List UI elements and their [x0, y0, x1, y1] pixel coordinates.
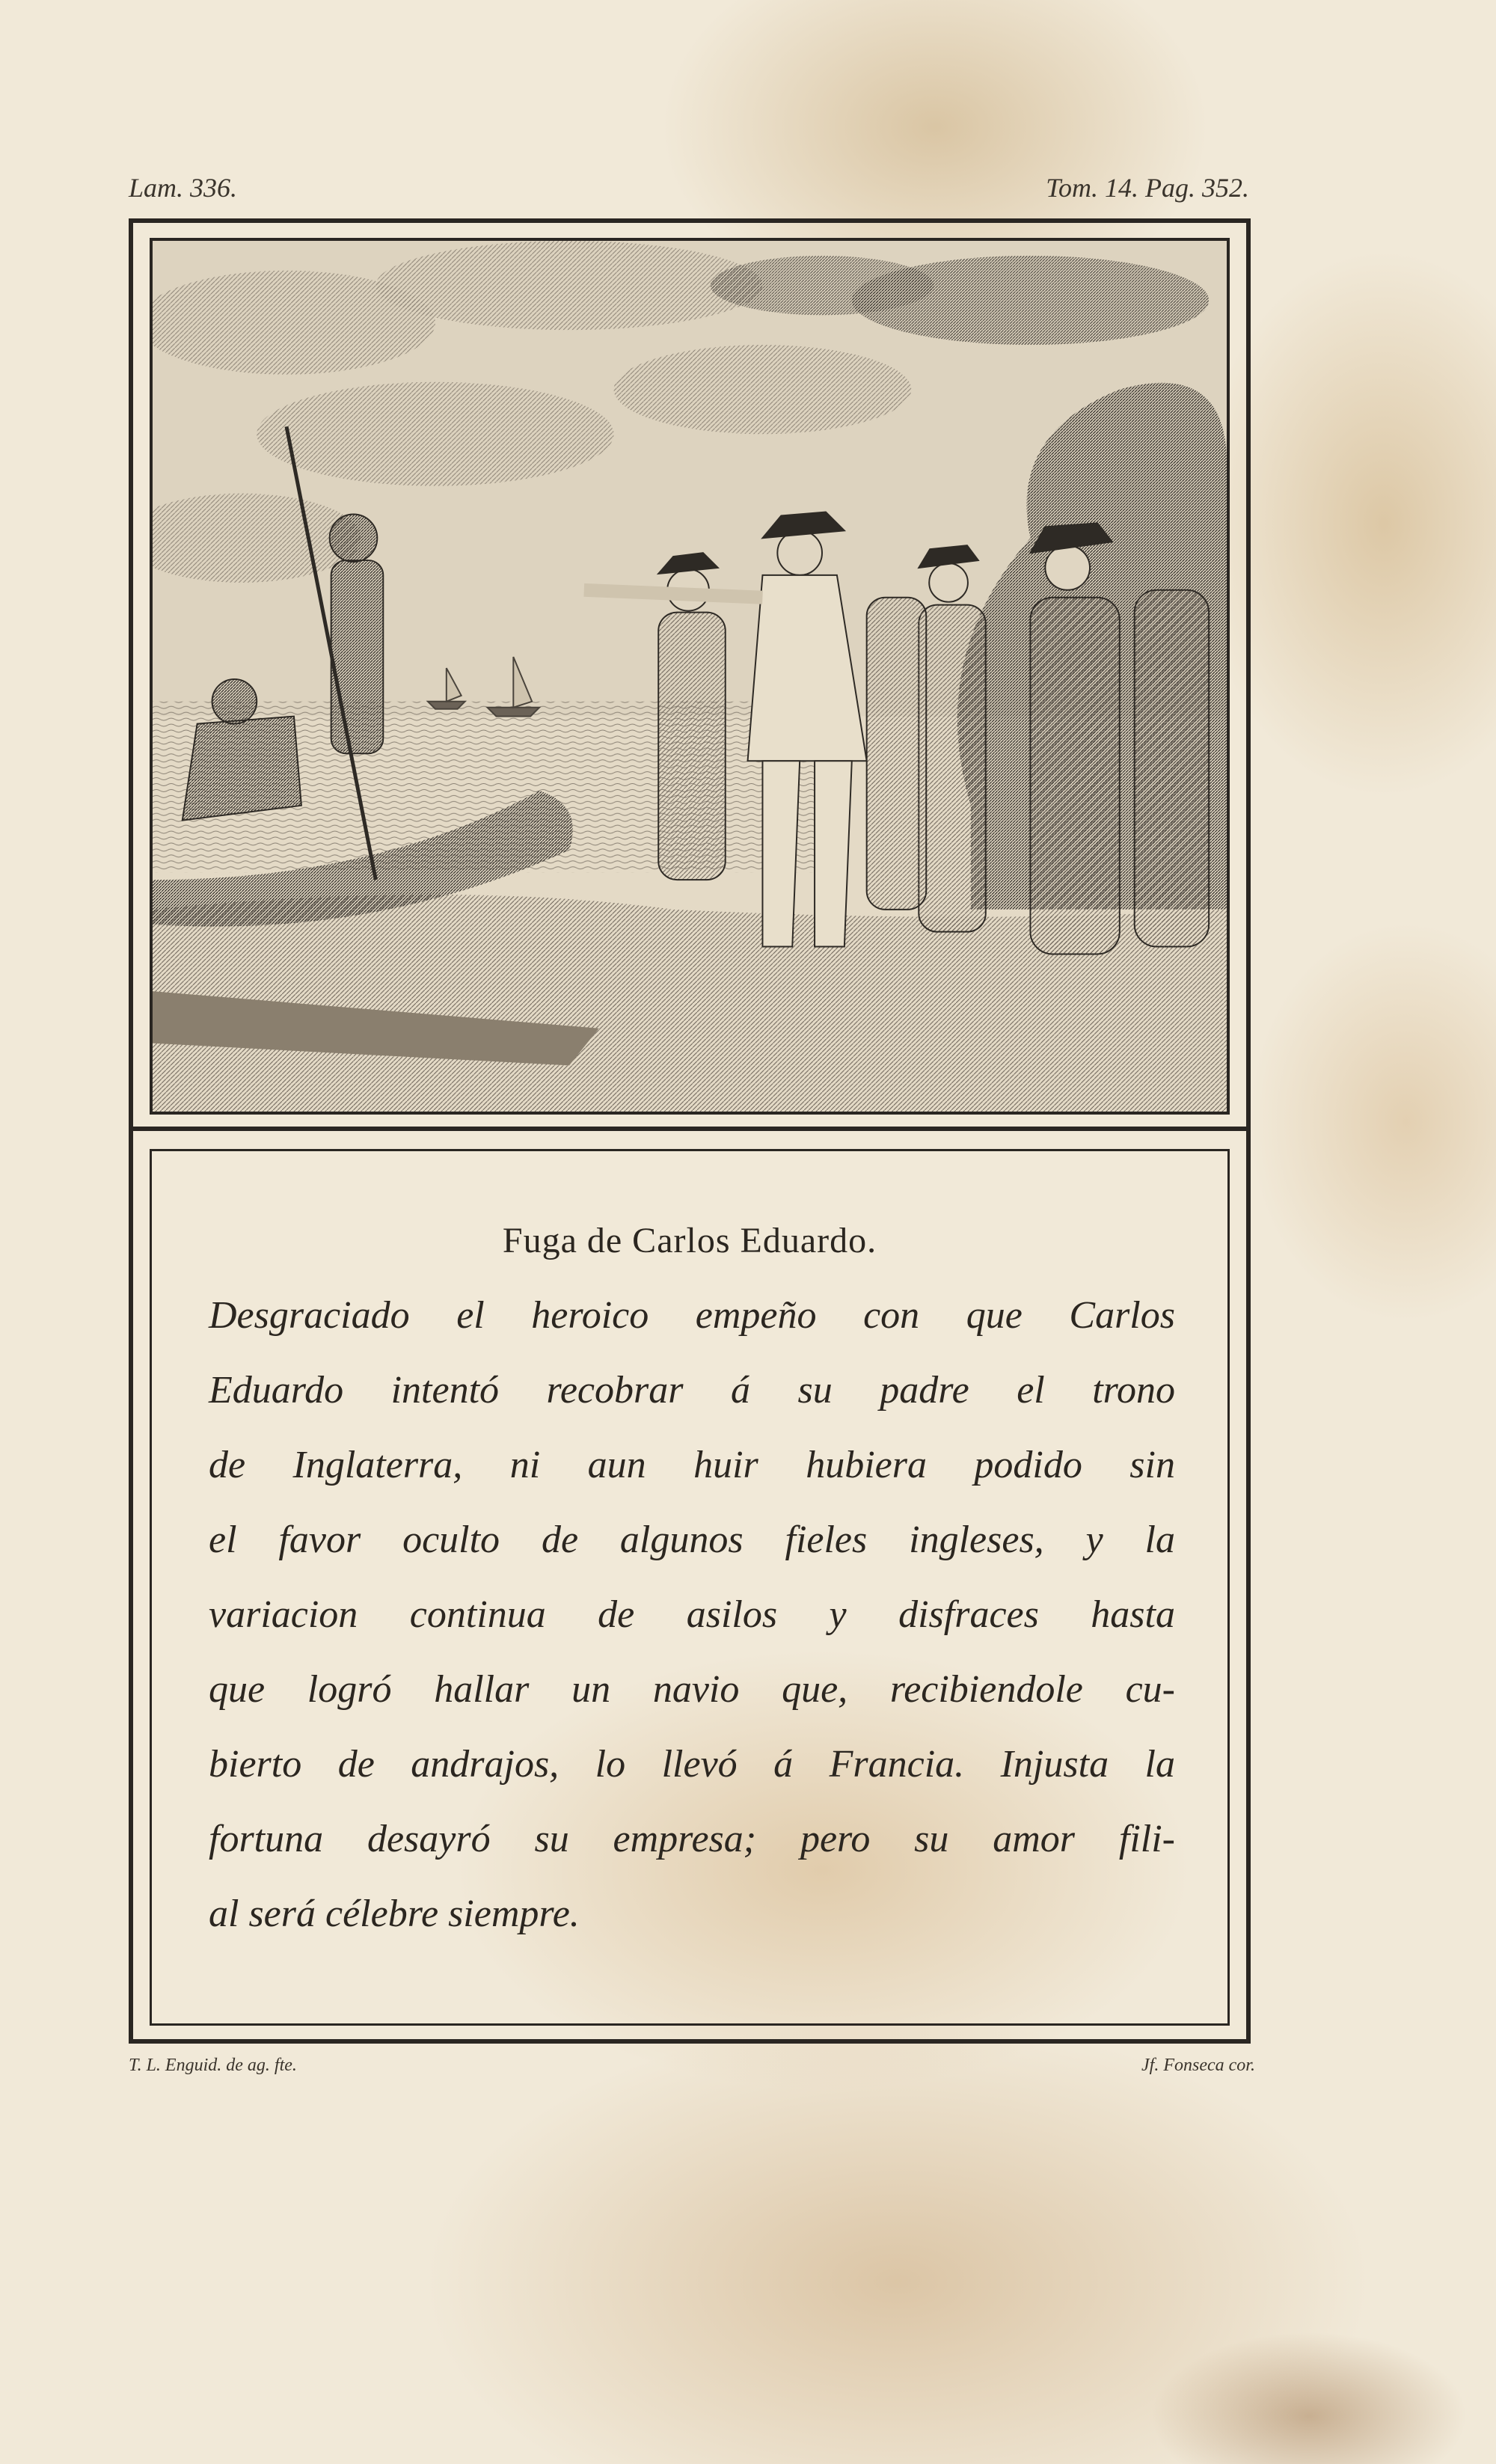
frame-divider	[129, 1127, 1251, 1131]
plate-number: Lam. 336.	[129, 173, 238, 203]
caption-box	[150, 1149, 1230, 2026]
caption-line: bierto de andrajos, lo llevó á Francia. Injusta la	[209, 1743, 1175, 1786]
caption-line: Eduardo intentó recobrar á su padre el trono	[209, 1369, 1175, 1412]
caption-line: de Inglaterra, ni aun huir hubiera podido sin	[209, 1444, 1175, 1486]
escape-scene-image	[153, 241, 1227, 1112]
caption-line: el favor oculto de algunos fieles ingleses, y la	[209, 1518, 1175, 1561]
caption-line: Desgraciado el heroico empeño con que Carlos	[209, 1294, 1175, 1337]
engraver-credit: T. L. Enguid. de ag. fte.	[129, 2056, 297, 2075]
caption-text	[209, 1278, 1175, 1952]
caption-title: Fuga de Carlos Eduardo.	[502, 1221, 877, 1260]
engraving-illustration	[150, 238, 1230, 1115]
caption-line: al será célebre siempre.	[209, 1893, 580, 1935]
volume-page-reference: Tom. 14. Pag. 352.	[1046, 173, 1249, 203]
caption-line: fortuna desayró su empresa; pero su amor fili-	[209, 1818, 1175, 1860]
caption-line: que logró hallar un navio que, recibiendole cu-	[209, 1668, 1175, 1711]
corrector-credit: Jf. Fonseca cor.	[1141, 2056, 1255, 2075]
caption-line: variacion continua de asilos y disfraces hasta	[209, 1593, 1175, 1636]
